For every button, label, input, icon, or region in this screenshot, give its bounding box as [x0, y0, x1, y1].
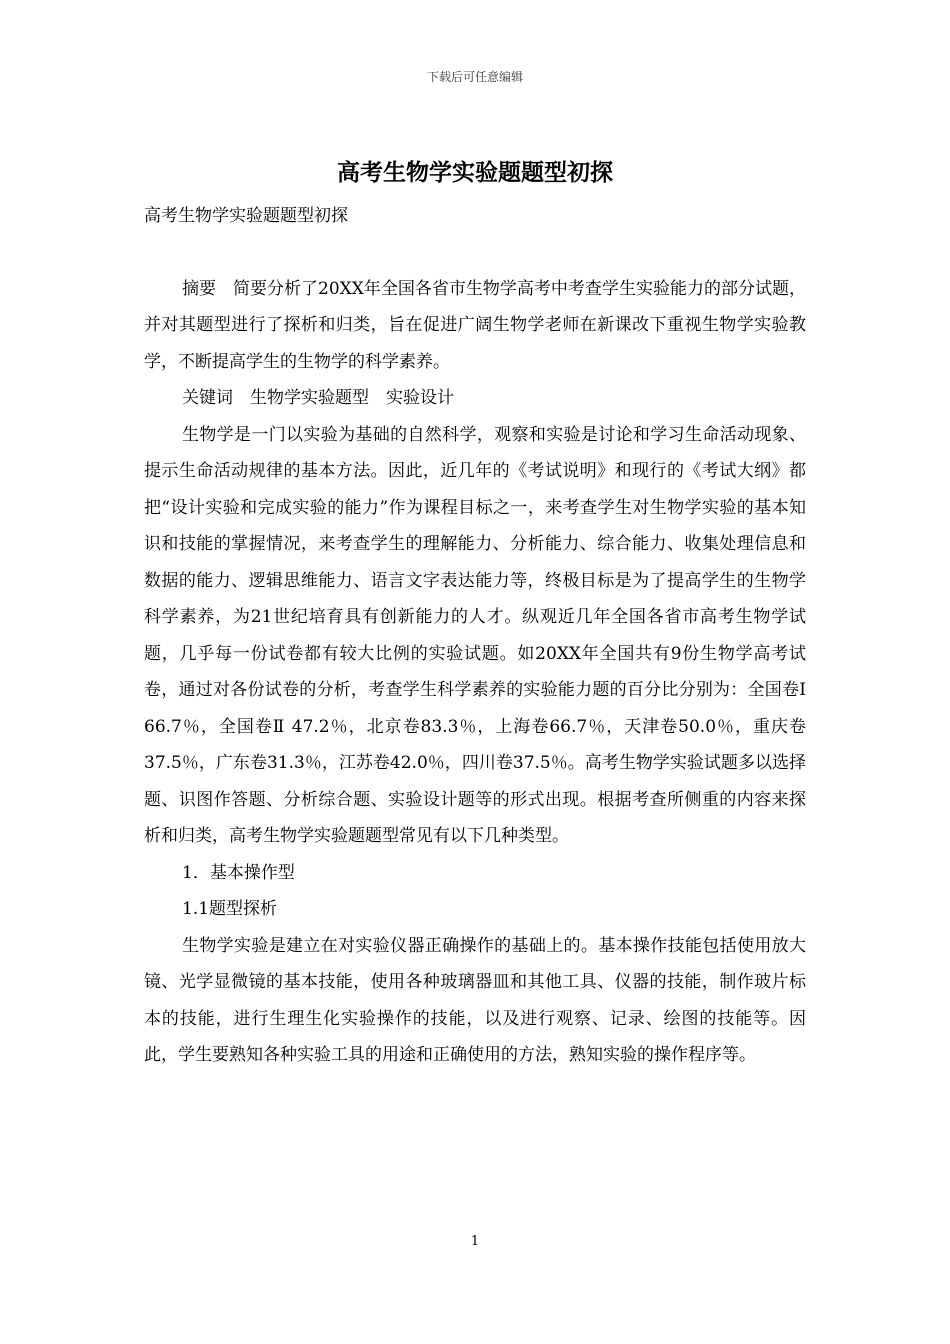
subsection-heading-1-1: 1.1题型探析 [182, 899, 278, 919]
document-subtitle: 高考生物学实验题题型初探 [144, 206, 348, 226]
keywords-line: 关键词 生物学实验题型 实验设计 [182, 388, 454, 408]
abstract-paragraph: 摘要 简要分析了20XX年全国各省市生物学高考中考查学生实验能力的部分试题，并对其题型进行了探析和归类，旨在促进广阔生物学老师在新课改下重视生物学实验教学，不断提高学生的生物学的科学素养。 [144, 278, 806, 372]
header-note: 下载后可任意编辑 [426, 70, 523, 84]
body-paragraph-2: 生物学实验是建立在对实验仪器正确操作的基础上的。基本操作技能包括使用放大镜、光学显微镜的基本技能，使用各种玻璃器皿和其他工具、仪器的技能，制作玻片标本的技能，进行生理生化实验操作的技能，以及进行观察、记录、绘图的技能等。因此，学生要熟知各种实验工具的用途和正确使用的方法，熟知实验的操作程序等。 [144, 935, 806, 1065]
body-paragraph-1: 生物学是一门以实验为基础的自然科学，观察和实验是讨论和学习生命活动现象、提示生命活动规律的基本方法。因此，近几年的《考试说明》和现行的《考试大纲》都把“设计实验和完成实验的能力”作为课程目标之一，来考查学生对生物学实验的基本知识和技能的掌握情况，来考查学生的理解能力、分析能力、综合能力、收集处理信息和数据的能力、逻辑思维能力、语言文字表达能力等，终极目标是为了提高学生的生物学科学素养，为21世纪培育具有创新能力的人才。纵观近几年全国各省市高考生物学试题，几乎每一份试卷都有较大比例的实验试题。如20XX年全国共有9份生物学高考试卷，通过对各份试卷的分析，考查学生科学素养的实验能力题的百分比分别为：全国卷Ⅰ 66.7％，全国卷Ⅱ 47.2％，北京卷83.3％，上海卷66.7％，天津卷50.0％，重庆卷37.5％，广东卷31.3％，江苏卷42.0％，四川卷37.5％。高考生物学实验试题多以选择题、识图作答题、分析综合题、实验设计题等的形式出现。根据考查所侧重的内容来探析和归类，高考生物学实验题题型常见有以下几种类型。 [144, 424, 806, 846]
page-number: 1 [470, 1234, 480, 1249]
document-title: 高考生物学实验题题型初探 [337, 159, 613, 186]
document-body [144, 198, 806, 1074]
blank-line [144, 235, 806, 271]
section-heading-1: 1．基本操作型 [182, 862, 295, 883]
